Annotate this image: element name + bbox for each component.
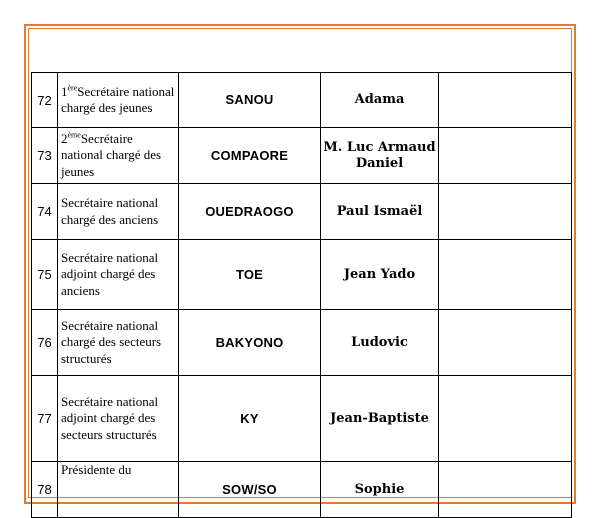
- surname-cell: KY: [179, 376, 321, 462]
- table-row: [32, 376, 572, 462]
- role-cell: Secrétaire national chargé des secteurs structurés: [58, 310, 179, 376]
- row-number: 78: [32, 462, 58, 518]
- row-number: 73: [32, 128, 58, 184]
- table-row: [32, 184, 572, 240]
- surname-cell: OUEDRAOGO: [179, 184, 321, 240]
- surname-cell: TOE: [179, 240, 321, 310]
- surname-cell: COMPAORE: [179, 128, 321, 184]
- role-cell: [58, 73, 179, 128]
- row-number: 77: [32, 376, 58, 462]
- table-row: [32, 310, 572, 376]
- role-ordinal: 2: [61, 130, 68, 146]
- row-number: 74: [32, 184, 58, 240]
- row-number: 72: [32, 73, 58, 128]
- role-text: Secrétaire national chargé des jeunes: [61, 83, 175, 115]
- note-cell: [439, 73, 572, 128]
- note-cell: [439, 376, 572, 462]
- firstname-cell: Jean Yado: [321, 240, 439, 310]
- role-cell: Secrétaire national adjoint chargé des secteurs structurés: [58, 376, 179, 462]
- role-ordinal-suffix: ème: [67, 130, 81, 140]
- note-cell: [439, 184, 572, 240]
- surname-cell: SOW/SO: [179, 462, 321, 518]
- note-cell: [439, 240, 572, 310]
- row-number: 75: [32, 240, 58, 310]
- firstname-cell: Sophie: [321, 462, 439, 518]
- firstname-cell: Ludovic: [321, 310, 439, 376]
- note-cell: [439, 128, 572, 184]
- role-ordinal: 1: [61, 83, 68, 99]
- role-ordinal-suffix: ère: [67, 83, 78, 93]
- role-cell: Secrétaire national adjoint chargé des anciens: [58, 240, 179, 310]
- members-table: [31, 72, 572, 518]
- role-text: Secrétaire national chargé des jeunes: [61, 130, 162, 179]
- firstname-cell: M. Luc Armaud Daniel: [321, 128, 439, 184]
- surname-cell: BAKYONO: [179, 310, 321, 376]
- table-row: [32, 462, 572, 518]
- table-row: [32, 73, 572, 128]
- note-cell: [439, 462, 572, 518]
- row-number: 76: [32, 310, 58, 376]
- role-cell: Présidente du: [58, 462, 179, 518]
- role-cell: [58, 128, 179, 184]
- note-cell: [439, 310, 572, 376]
- firstname-cell: Adama: [321, 73, 439, 128]
- firstname-cell: Paul Ismaël: [321, 184, 439, 240]
- surname-cell: SANOU: [179, 73, 321, 128]
- firstname-cell: Jean-Baptiste: [321, 376, 439, 462]
- table-row: [32, 128, 572, 184]
- table-row: [32, 240, 572, 310]
- role-cell: Secrétaire national chargé des anciens: [58, 184, 179, 240]
